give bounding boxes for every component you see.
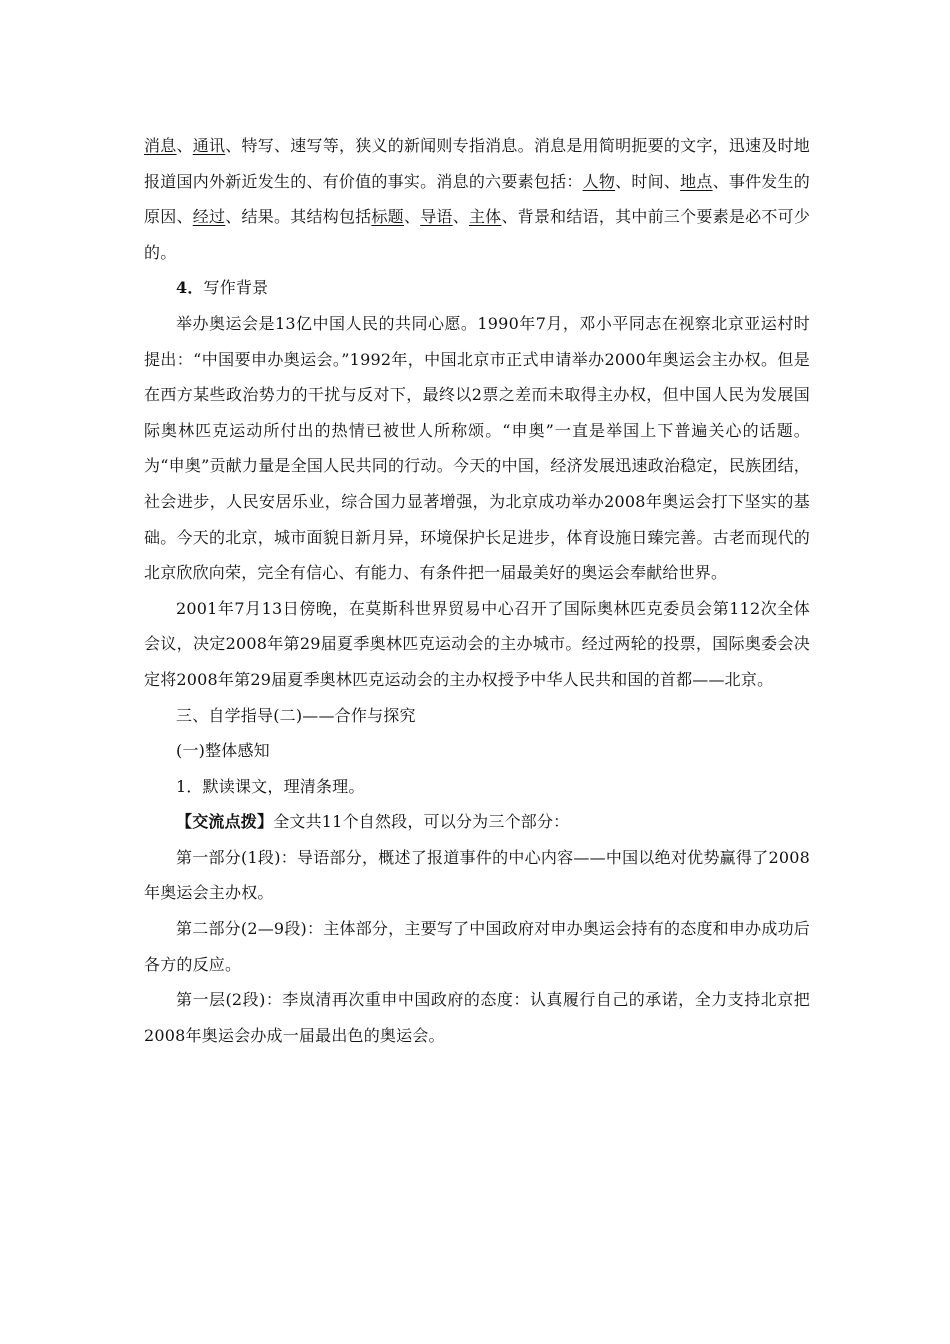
text-segment: 消息 xyxy=(144,136,177,155)
text-segment: 、 xyxy=(403,207,421,227)
paragraph-exchange-tips xyxy=(144,804,810,840)
task-read-text xyxy=(144,769,810,805)
exchange-label: 【交流点拨】 xyxy=(176,812,274,832)
subheading-overall-perception xyxy=(144,733,810,769)
text-segment: 举办奥运会是13亿中国人民的共同心愿。1990年7月，邓小平同志在视察北京亚运村时提出：“中国要申办奥运会。”1992年，中国北京市正式申请举办2000年奥运会主办权。但是在西方某些政治势力的干扰与反对下，最终以2票之差而未取得主办权，但中国人民为发展国际奥林匹克运动所付出的热情已被世人所称颂。“申奥”一直是举国上下普遍关心的话题。为“申奥”贡献力量是全国人民共同的行动。今天的中国，经济发展迅速政治稳定，民族团结，社会进步，人民安居乐业，综合国力显著增强，为北京成功举办2008年奥运会打下坚实的基础。今天的北京，城市面貌日新月异，环境保护长足进步，体育设施日臻完善。古老而现代的北京欣欣向荣，完全有信心、有能力、有条件把一届最美好的奥运会奉献给世界。 xyxy=(144,313,810,583)
paragraph-olympic-background xyxy=(144,306,810,591)
text-segment: 第一部分(1段)：导语部分，概述了报道事件的中心内容——中国以绝对优势赢得了2008年奥运会主办权。 xyxy=(144,847,810,903)
text-segment: (一)整体感知 xyxy=(176,741,270,761)
text-segment: 通讯 xyxy=(192,136,226,155)
paragraph-part-two xyxy=(144,911,810,982)
text-segment: 、事件发生的原因、 xyxy=(144,171,810,227)
text-segment: 2001年7月13日傍晚，在莫斯科世界贸易中心召开了国际奥林匹克委员会第112次全体会议，决定2008年第29届夏季奥林匹克运动会的主办城市。经过两轮的投票，国际奥委会决定将2008年第29届夏季奥林匹克运动会的主办权授予中华人民共和国的首都——北京。 xyxy=(144,598,810,689)
text-segment: 全文共11个自然段，可以分为三个部分： xyxy=(273,812,570,832)
text-segment: 地点 xyxy=(680,171,713,191)
text-segment: 、结果。其结构包括 xyxy=(225,207,372,227)
section-heading-self-study xyxy=(144,698,810,734)
paragraph-ioc-decision xyxy=(144,591,810,698)
document-page xyxy=(144,128,810,1053)
text-segment: 第二部分(2—9段)：主体部分，主要写了中国政府对申办奥运会持有的态度和申办成功后各方的反应。 xyxy=(144,919,810,974)
paragraph-layer-one xyxy=(144,982,810,1053)
paragraph-news-definition xyxy=(144,128,810,270)
text-segment: 导语 xyxy=(420,207,453,227)
heading-text: 写作背景 xyxy=(203,278,269,298)
text-segment: 标题 xyxy=(371,207,404,227)
heading-number: 4． xyxy=(176,278,204,298)
text-segment: 、时间、 xyxy=(615,171,681,191)
text-segment: 、 xyxy=(176,136,193,155)
paragraph-part-one xyxy=(144,840,810,911)
text-segment: 人物 xyxy=(582,171,616,191)
text-segment: 第一层(2段)：李岚清再次重申中国政府的态度：认真履行自己的承诺，全力支持北京把2008年奥运会办成一届最出色的奥运会。 xyxy=(144,990,810,1045)
text-segment: 、背景和结语，其中前三个要素是必不可少的。 xyxy=(144,207,811,262)
text-segment: 主体 xyxy=(468,207,502,227)
text-segment: 三、自学指导(二)——合作与探究 xyxy=(176,705,416,725)
text-segment: 、 xyxy=(452,207,469,227)
text-segment: 、特写、速写等，狭义的新闻则专指消息。消息是用简明扼要的文字，迅速及时地报道国内外新近发生的、有价值的事实。消息的六要素包括： xyxy=(144,136,811,191)
text-segment: 经过 xyxy=(192,207,226,227)
heading-writing-background xyxy=(144,270,810,306)
text-segment: 1．默读课文，理清条理。 xyxy=(176,776,365,796)
